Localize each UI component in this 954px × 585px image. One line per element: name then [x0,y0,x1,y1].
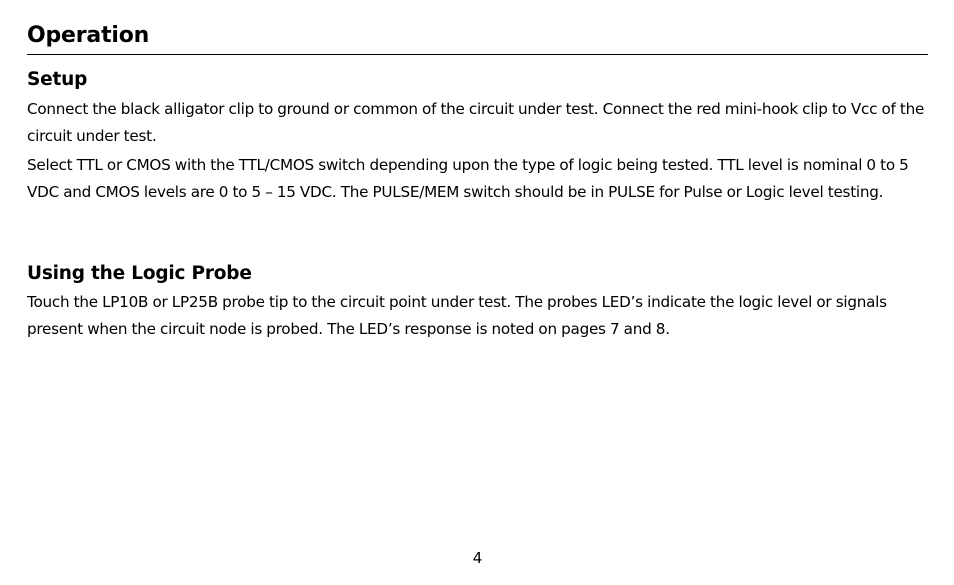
probe-paragraph-touch: Touch the LP10B or LP25B probe tip to the circuit point under test. The probes LED’s indicate the logic level or signals present when the circuit node is probed. The LED’s response is noted on pages 7 and 8. [27,293,887,338]
section-heading-using-logic-probe: Using the Logic Probe [27,263,252,284]
page-number: 4 [472,549,483,567]
page-title: Operation [27,23,150,48]
section-heading-setup: Setup [27,69,88,90]
document-page [27,0,928,585]
setup-paragraph-connect: Connect the black alligator clip to ground or common of the circuit under test. Connect the red mini-hook clip to Vcc of the circuit under test. [27,100,925,145]
setup-paragraph-select: Select TTL or CMOS with the TTL/CMOS switch depending upon the type of logic being tested. TTL level is nominal 0 to 5 VDC and CMOS levels are 0 to 5 – 15 VDC. The PULSE/MEM switch should be in PULSE for Pulse or Logic level testing. [27,156,909,201]
title-divider [27,54,928,55]
